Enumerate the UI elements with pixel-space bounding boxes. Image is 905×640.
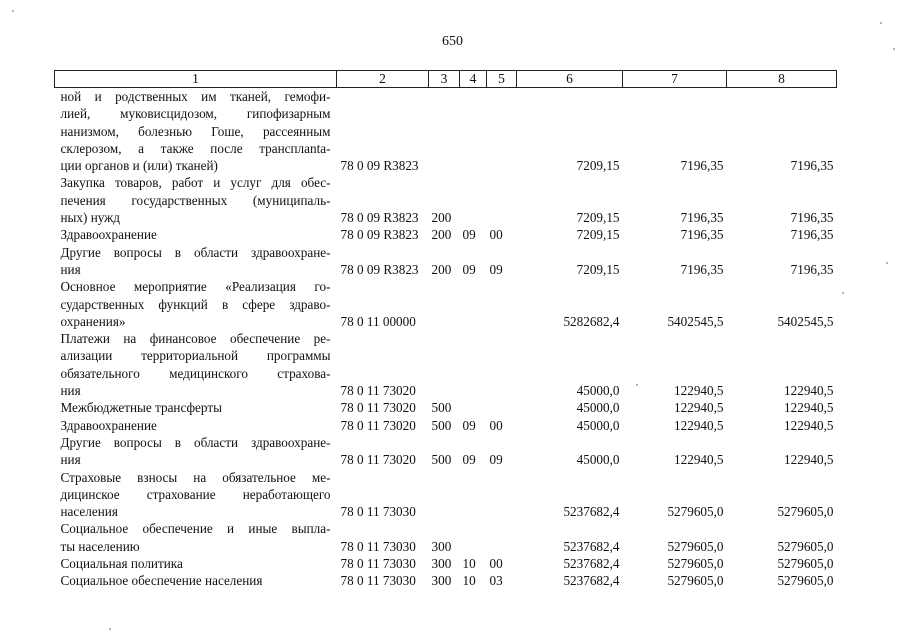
expense-type-cell: 300 [431, 538, 452, 554]
row-name-cell [55, 417, 337, 434]
scan-speck [12, 10, 14, 12]
amount-col7-cell: 7196,35 [680, 210, 724, 226]
column-header-1: 1 [55, 71, 337, 88]
row-name-cell [55, 330, 337, 399]
row-name-line: ных) нужд [60, 210, 120, 226]
row-name-line: Социальное обеспечение населения [60, 573, 263, 589]
row-name-cell [55, 434, 337, 469]
amount-col6-cell: 7209,15 [576, 261, 620, 277]
row-name-line: ния [60, 261, 81, 277]
subsection-cell: 00 [489, 227, 503, 243]
budget-code-cell: 78 0 11 73030 [340, 538, 416, 554]
subsection-cell: 03 [489, 573, 503, 589]
row-name-line: нанизмом, болезнью Гоше, рассеянным [60, 123, 331, 139]
row-name-line: Здравоохранение [60, 417, 157, 433]
amount-col7-cell: 122940,5 [674, 383, 724, 399]
amount-col6-cell: 5237682,4 [563, 504, 620, 520]
scan-speck [636, 384, 638, 386]
expense-type-cell [429, 278, 460, 330]
row-name-line: печения государственных (муниципаль- [60, 192, 331, 208]
row-name-line: Здравоохранение [60, 227, 157, 243]
budget-code-cell: 78 0 11 73030 [340, 504, 416, 520]
amount-col7-cell: 5279605,0 [667, 556, 724, 572]
expense-type-cell: 300 [431, 556, 452, 572]
table-row [55, 434, 837, 469]
scan-speck [880, 22, 882, 24]
row-name-line: лией, муковисцидозом, гипофизарным [60, 106, 331, 122]
row-name-cell [55, 572, 337, 589]
row-name-cell [55, 174, 337, 226]
row-name-cell [55, 244, 337, 279]
table-row [55, 244, 837, 279]
table-row [55, 174, 837, 226]
row-name-line: Социальная политика [60, 556, 183, 572]
page-number: 650 [442, 34, 463, 49]
amount-col8-cell: 122940,5 [784, 452, 834, 468]
row-name-line: Закупка товаров, работ и услуг для обес- [60, 175, 331, 191]
amount-col8-cell: 7196,35 [790, 227, 834, 243]
subsection-cell [487, 278, 517, 330]
amount-col8-cell: 122940,5 [784, 383, 834, 399]
row-name-line: ния [60, 383, 81, 399]
section-cell: 09 [462, 261, 476, 277]
section-cell: 10 [462, 573, 476, 589]
amount-col6-cell: 45000,0 [576, 400, 620, 416]
scan-speck [842, 292, 844, 294]
amount-col7-cell: 122940,5 [674, 400, 724, 416]
amount-col8-cell: 5279605,0 [777, 504, 834, 520]
section-cell [460, 174, 487, 226]
row-name-cell [55, 469, 337, 521]
amount-col8-cell: 7196,35 [790, 158, 834, 174]
table-row [55, 469, 837, 521]
subsection-cell: 09 [489, 452, 503, 468]
amount-col6-cell: 7209,15 [576, 158, 620, 174]
subsection-cell [487, 520, 517, 555]
row-name-line: Социальное обеспечение и иные выпла- [60, 521, 331, 537]
amount-col8-cell: 122940,5 [784, 400, 834, 416]
amount-col7-cell: 5279605,0 [667, 538, 724, 554]
subsection-cell [487, 330, 517, 399]
subsection-cell: 00 [489, 417, 503, 433]
budget-code-cell: 78 0 11 73020 [340, 417, 416, 433]
row-name-line: Основное мероприятие «Реализация го- [60, 279, 331, 295]
table-row [55, 417, 837, 434]
table-row [55, 520, 837, 555]
amount-col7-cell: 7196,35 [680, 158, 724, 174]
amount-col7-cell: 5279605,0 [667, 504, 724, 520]
amount-col8-cell: 122940,5 [784, 417, 834, 433]
amount-col7-cell: 5279605,0 [667, 573, 724, 589]
amount-col8-cell: 5279605,0 [777, 573, 834, 589]
amount-col8-cell: 5279605,0 [777, 556, 834, 572]
header-row [55, 71, 837, 88]
row-name-cell [55, 520, 337, 555]
expense-type-cell [429, 469, 460, 521]
budget-code-cell: 78 0 11 73020 [340, 400, 416, 416]
table-body [55, 88, 837, 590]
table-row [55, 88, 837, 175]
amount-col7-cell: 5402545,5 [667, 313, 724, 329]
amount-col6-cell: 5282682,4 [563, 313, 620, 329]
amount-col7-cell: 7196,35 [680, 227, 724, 243]
amount-col6-cell: 7209,15 [576, 227, 620, 243]
amount-col8-cell: 7196,35 [790, 261, 834, 277]
subsection-cell: 00 [489, 556, 503, 572]
amount-col6-cell: 5237682,4 [563, 573, 620, 589]
amount-col6-cell: 5237682,4 [563, 556, 620, 572]
column-header-5: 5 [487, 71, 517, 88]
table-row [55, 226, 837, 243]
amount-col8-cell: 5279605,0 [777, 538, 834, 554]
table-row [55, 555, 837, 572]
row-name-line: ты населению [60, 538, 140, 554]
subsection-cell: 09 [489, 261, 503, 277]
budget-code-cell: 78 0 11 73020 [340, 383, 416, 399]
section-cell: 09 [462, 227, 476, 243]
row-name-line: склерозом, а также после трансплanta- [60, 140, 331, 156]
budget-table [54, 70, 837, 590]
column-header-8: 8 [727, 71, 837, 88]
table-row [55, 572, 837, 589]
column-header-4: 4 [460, 71, 487, 88]
section-cell [460, 330, 487, 399]
expense-type-cell: 200 [431, 261, 452, 277]
table-row [55, 330, 837, 399]
amount-col8-cell: 5402545,5 [777, 313, 834, 329]
budget-code-cell: 78 0 11 00000 [340, 313, 416, 329]
row-name-line: Страховые взносы на обязательное ме- [60, 469, 331, 485]
row-name-line: ной и родственных им тканей, гемофи- [60, 89, 331, 104]
budget-code-cell: 78 0 11 73030 [340, 573, 416, 589]
row-name-line: обязательного медицинского страхова- [60, 365, 331, 381]
expense-type-cell: 500 [431, 452, 452, 468]
amount-col6-cell: 45000,0 [576, 452, 620, 468]
subsection-cell [487, 469, 517, 521]
row-name-line: Другие вопросы в области здравоохране- [60, 434, 331, 450]
row-name-line: Платежи на финансовое обеспечение ре- [60, 331, 331, 347]
row-name-line: дицинское страхование неработающего [60, 486, 331, 502]
amount-col7-cell: 122940,5 [674, 417, 724, 433]
amount-col6-cell: 7209,15 [576, 210, 620, 226]
amount-col8-cell: 7196,35 [790, 210, 834, 226]
row-name-cell [55, 278, 337, 330]
column-header-2: 2 [337, 71, 429, 88]
subsection-cell [487, 399, 517, 416]
section-cell [460, 399, 487, 416]
budget-code-cell: 78 0 09 R3823 [340, 261, 419, 277]
section-cell: 09 [462, 452, 476, 468]
budget-code-cell: 78 0 09 R3823 [340, 227, 419, 243]
budget-code-cell: 78 0 09 R3823 [340, 158, 419, 174]
row-name-line: сударственных функций в сфере здраво- [60, 296, 331, 312]
expense-type-cell [429, 88, 460, 175]
row-name-line: охранения» [60, 313, 126, 329]
row-name-cell [55, 399, 337, 416]
row-name-line: ализации территориальной программы [60, 348, 331, 364]
budget-code-cell: 78 0 09 R3823 [340, 210, 419, 226]
expense-type-cell: 300 [431, 573, 452, 589]
budget-code-cell: 78 0 11 73030 [340, 556, 416, 572]
row-name-line: Межбюджетные трансферты [60, 400, 222, 416]
section-cell [460, 520, 487, 555]
column-header-3: 3 [429, 71, 460, 88]
expense-type-cell: 200 [431, 210, 452, 226]
scan-speck [886, 262, 888, 264]
section-cell: 09 [462, 417, 476, 433]
scan-speck [109, 628, 111, 630]
table-row [55, 399, 837, 416]
amount-col6-cell: 5237682,4 [563, 538, 620, 554]
amount-col7-cell: 7196,35 [680, 261, 724, 277]
table-row [55, 278, 837, 330]
amount-col6-cell: 45000,0 [576, 417, 620, 433]
expense-type-cell [429, 330, 460, 399]
row-name-cell [55, 555, 337, 572]
row-name-line: Другие вопросы в области здравоохране- [60, 244, 331, 260]
row-name-line: населения [60, 504, 118, 520]
amount-col6-cell: 45000,0 [576, 383, 620, 399]
row-name-cell [55, 88, 337, 175]
section-cell [460, 469, 487, 521]
section-cell: 10 [462, 556, 476, 572]
subsection-cell [487, 174, 517, 226]
column-header-6: 6 [517, 71, 623, 88]
expense-type-cell: 500 [431, 417, 452, 433]
amount-col7-cell: 122940,5 [674, 452, 724, 468]
budget-code-cell: 78 0 11 73020 [340, 452, 416, 468]
section-cell [460, 88, 487, 175]
section-cell [460, 278, 487, 330]
expense-type-cell: 200 [431, 227, 452, 243]
row-name-line: ции органов и (или) тканей) [60, 158, 218, 174]
subsection-cell [487, 88, 517, 175]
row-name-cell [55, 226, 337, 243]
row-name-line: ния [60, 452, 81, 468]
column-header-7: 7 [623, 71, 727, 88]
expense-type-cell: 500 [431, 400, 452, 416]
scan-speck [893, 48, 895, 50]
